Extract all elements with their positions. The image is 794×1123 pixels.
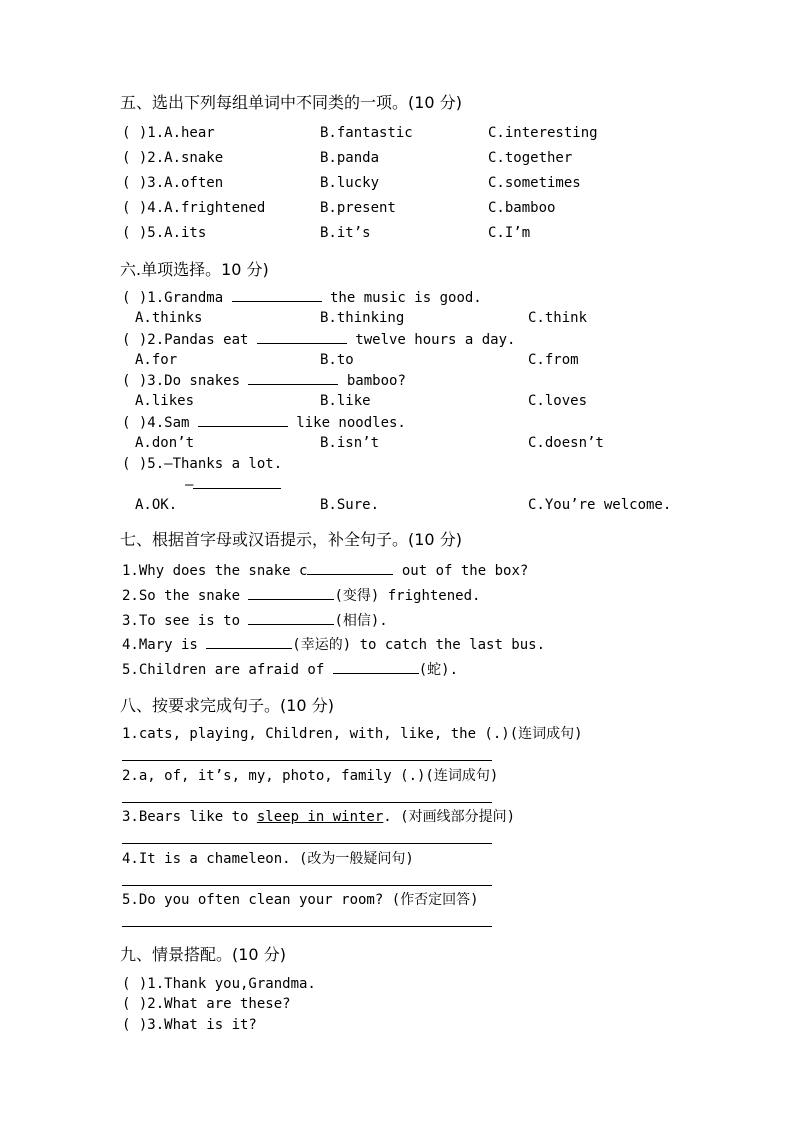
s6-q4-option-b: B.isn’t [320, 435, 380, 451]
answer-blank[interactable] [333, 661, 419, 674]
s8-q3-post: . (对画线部分提问) [383, 809, 516, 825]
s5-q1-c: C.interesting [488, 125, 598, 141]
s6-q5-line2 [185, 476, 281, 493]
section-7-title: 七、根据首字母或汉语提示，补全句子。(10 分) [120, 530, 462, 549]
s6-q3-pre: ( )3.Do snakes [122, 373, 249, 389]
s7-q2-pre: 2.So the snake [122, 588, 249, 604]
s5-q2-c: C.together [488, 150, 573, 166]
s6-q3-option-a: A.likes [135, 393, 195, 409]
s5-q3-a: ( )3.A.often [122, 175, 224, 191]
s6-q2-option-c: C.from [528, 352, 579, 368]
s6-q1-option-b: B.thinking [320, 310, 405, 326]
answer-blank[interactable] [206, 636, 292, 649]
s6-q3-option-c: C.loves [528, 393, 588, 409]
s6-q2-option-a: A.for [135, 352, 178, 368]
s7-q5-pre: 5.Children are afraid of [122, 662, 333, 678]
answer-blank[interactable] [248, 587, 334, 600]
s6-q4 [122, 414, 406, 431]
s8-q2-answer-line[interactable] [122, 802, 492, 803]
s6-q2-post: twelve hours a day. [346, 332, 516, 348]
s6-q4-pre: ( )4.Sam [122, 415, 198, 431]
s8-q3-underlined: sleep in winter [256, 809, 384, 825]
section-8-title: 八、按要求完成句子。(10 分) [120, 696, 334, 715]
s7-q1-post: out of the box? [393, 563, 529, 579]
s6-q5-dash: — [185, 477, 194, 493]
s6-q1-post: the music is good. [321, 290, 482, 306]
s9-q1: ( )1.Thank you,Grandma. [122, 976, 316, 992]
s7-q1-pre: 1.Why does the snake c [122, 563, 308, 579]
s5-q3-c: C.sometimes [488, 175, 581, 191]
s8-q1: 1.cats, playing, Children, with, like, the (.)(连词成句) [122, 726, 583, 742]
answer-blank[interactable] [257, 331, 347, 344]
s9-q2: ( )2.What are these? [122, 996, 291, 1012]
s7-q4-post: (幸运的) to catch the last bus. [292, 637, 546, 653]
s6-q4-option-a: A.don’t [135, 435, 195, 451]
s6-q1 [122, 289, 482, 306]
answer-blank[interactable] [307, 562, 393, 575]
s5-q5-a: ( )5.A.its [122, 225, 207, 241]
s6-q5-line1: ( )5.—Thanks a lot. [122, 456, 283, 472]
s5-q2-a: ( )2.A.snake [122, 150, 224, 166]
s7-q5 [122, 661, 458, 678]
s6-q1-option-a: A.thinks [135, 310, 203, 326]
s7-q4-pre: 4.Mary is [122, 637, 207, 653]
s5-q3-b: B.lucky [320, 175, 380, 191]
s6-q5-option-a: A.OK. [135, 497, 178, 513]
s6-q4-option-c: C.doesn’t [528, 435, 604, 451]
s6-q4-post: like noodles. [287, 415, 406, 431]
answer-blank[interactable] [232, 289, 322, 302]
s5-q4-c: C.bamboo [488, 200, 556, 216]
s6-q5-option-c: C.You’re welcome. [528, 497, 672, 513]
s5-q5-b: B.it’s [320, 225, 371, 241]
s6-q2 [122, 331, 515, 348]
answer-blank[interactable] [248, 612, 334, 625]
s8-q4-answer-line[interactable] [122, 885, 492, 886]
s7-q3 [122, 612, 388, 629]
answer-blank[interactable] [193, 476, 281, 489]
s7-q1 [122, 562, 528, 579]
s6-q1-pre: ( )1.Grandma [122, 290, 232, 306]
s8-q3-answer-line[interactable] [122, 843, 492, 844]
answer-blank[interactable] [248, 372, 338, 385]
s5-q1-b: B.fantastic [320, 125, 413, 141]
s6-q3 [122, 372, 406, 389]
section-6-title: 六.单项选择。10 分) [120, 260, 269, 279]
s7-q3-pre: 3.To see is to [122, 613, 249, 629]
s7-q2 [122, 587, 480, 604]
s6-q5-option-b: B.Sure. [320, 497, 380, 513]
s9-q3: ( )3.What is it? [122, 1017, 257, 1033]
section-9-title: 九、情景搭配。(10 分) [120, 945, 286, 964]
s8-q1-answer-line[interactable] [122, 760, 492, 761]
s5-q4-b: B.present [320, 200, 396, 216]
s8-q5: 5.Do you often clean your room? (作否定回答) [122, 892, 479, 908]
s6-q3-option-b: B.like [320, 393, 371, 409]
s7-q2-post: (变得) frightened. [334, 588, 481, 604]
s8-q4: 4.It is a chameleon. (改为一般疑问句) [122, 851, 414, 867]
s7-q5-post: (蛇). [418, 662, 459, 678]
s7-q4 [122, 636, 545, 653]
s5-q2-b: B.panda [320, 150, 380, 166]
s5-q5-c: C.I’m [488, 225, 531, 241]
s5-q4-a: ( )4.A.frightened [122, 200, 266, 216]
s7-q3-post: (相信). [334, 613, 388, 629]
s8-q3-pre: 3.Bears like to [122, 809, 257, 825]
s6-q2-option-b: B.to [320, 352, 354, 368]
section-5-title: 五、选出下列每组单词中不同类的一项。(10 分) [120, 93, 462, 112]
s6-q1-option-c: C.think [528, 310, 588, 326]
s6-q2-pre: ( )2.Pandas eat [122, 332, 257, 348]
s5-q1-a: ( )1.A.hear [122, 125, 215, 141]
s8-q2: 2.a, of, it’s, my, photo, family (.)(连词成句) [122, 768, 499, 784]
s6-q3-post: bamboo? [338, 373, 406, 389]
s8-q3 [122, 809, 515, 825]
answer-blank[interactable] [198, 414, 288, 427]
s8-q5-answer-line[interactable] [122, 926, 492, 927]
